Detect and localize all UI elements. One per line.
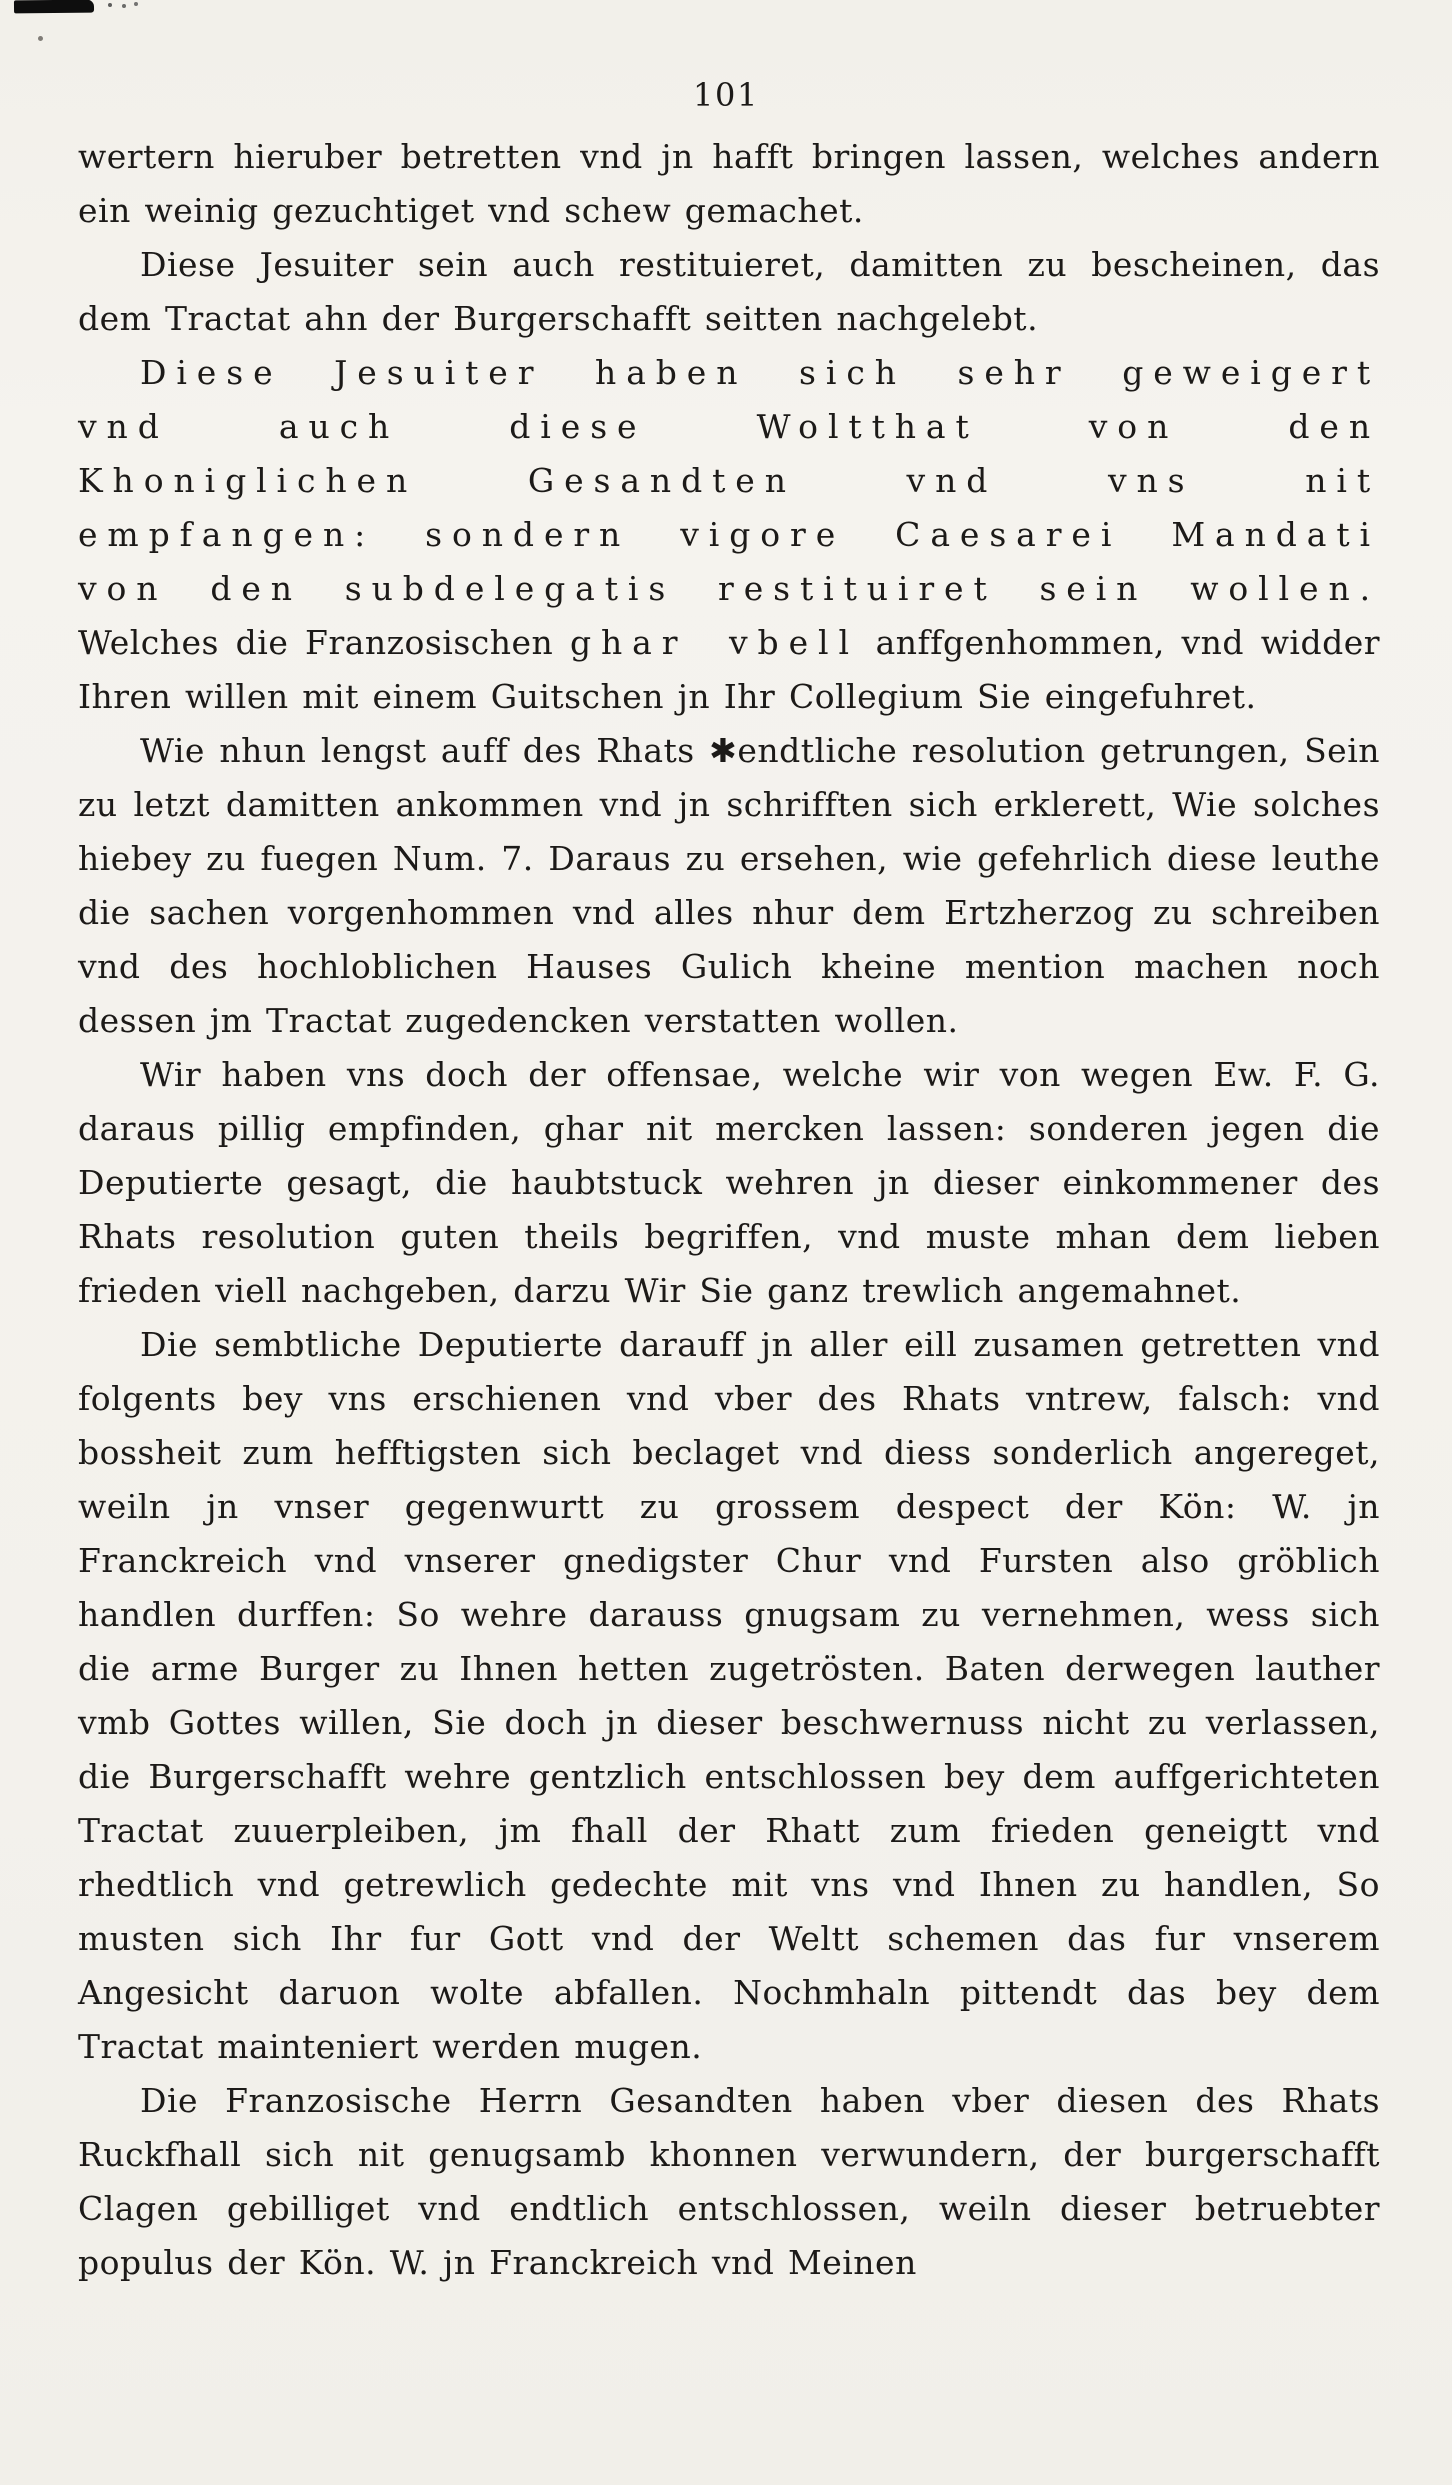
scan-ink-smudge	[14, 0, 94, 13]
paragraph	[78, 1048, 1380, 1318]
paragraph	[78, 724, 1380, 1048]
paragraph	[78, 1318, 1380, 2074]
paragraph	[78, 238, 1380, 346]
paragraph-text: Welches die Franzosischen	[78, 623, 570, 662]
scan-dot-artifact	[38, 36, 43, 41]
paragraph-text: anffgenhommen, vnd widder Ihren willen mit einem Guitschen jn Ihr Collegium Sie eingefuhret.	[78, 623, 1381, 716]
paragraph-text: Wie nhun lengst auff des Rhats ✱endtliche resolution getrungen, Sein zu letzt damitten ankommen vnd jn schrifften sich erklerett, Wie solches hiebey zu fuegen Num. 7. Daraus zu ersehen, wie gefehrlich diese leuthe die sachen vorgenhommen vnd alles nhur dem Ertzherzog zu schreiben vnd des hochloblichen Hauses Gulich kheine mention machen noch dessen jm Tractat zugedencken verstatten wollen.	[78, 731, 1380, 1040]
paragraph	[78, 130, 1380, 238]
paragraph-text: Die sembtliche Deputierte darauff jn aller eill zusamen getretten vnd folgents bey vns erschienen vnd vber des Rhats vntrew, falsch: vnd bossheit zum hefftigsten sich beclaget vnd diess sonderlich angereget, weiln jn vnser gegenwurtt zu grossem despect der Kön: W. jn Franckreich vnd vnserer gnedigster Chur vnd Fursten also gröblich handlen durffen: So wehre darauss gnugsam zu vernehmen, wess sich die arme Burger zu Ihnen hetten zugetrösten. Baten derwegen lauther vmb Gottes willen, Sie doch jn dieser beschwernuss nicht zu verlassen, die Burgerschafft wehre gentzlich entschlossen bey dem auffgerichteten Tractat zuuerpleiben, jm fhall der Rhatt zum frieden geneigtt vnd rhedtlich vnd getrewlich gedechte mit vns vnd Ihnen zu handlen, So musten sich Ihr fur Gott vnd der Weltt schemen das fur vnserem Angesicht daruon wolte abfallen. Nochmhaln pittendt das bey dem Tractat mainteniert werden mugen.	[78, 1325, 1380, 2066]
paragraph-text: Wir haben vns doch der offensae, welche wir von wegen Ew. F. G. daraus pillig empfinden, ghar nit mercken lassen: sonderen jegen die Deputierte gesagt, die haubtstuck wehren jn dieser einkommener des Rhats resolution guten theils begriffen, vnd muste mhan dem lieben frieden viell nachgeben, darzu Wir Sie ganz trewlich angemahnet.	[78, 1055, 1380, 1310]
paragraph-text: Die Franzosische Herrn Gesandten haben vber diesen des Rhats Ruckfhall sich nit genugsamb khonnen verwundern, der burgerschafft Clagen gebilliget vnd endtlich entschlossen, weiln dieser betruebter populus der Kön. W. jn Franckreich vnd Meinen	[78, 2081, 1380, 2282]
paragraph-text: wertern hieruber betretten vnd jn hafft bringen lassen, welches andern ein weinig gezuchtiget vnd schew gemachet.	[78, 137, 1380, 230]
paragraph-text-emphasis: ghar vbell	[569, 623, 859, 662]
page-number: 101	[693, 76, 759, 114]
scan-fleck-marks	[108, 3, 112, 7]
paragraph	[78, 346, 1380, 724]
paragraph	[78, 2074, 1380, 2290]
paragraph-text-emphasis: Diese Jesuiter haben sich sehr geweigert vnd auch diese Woltthat von den Khoniglichen Gesandten vnd vns nit empfangen: sondern vigore Caesarei Mandati von den subdelegatis restituiret sein wollen.	[78, 353, 1380, 608]
text-block	[78, 130, 1380, 2290]
paragraph-text: Diese Jesuiter sein auch restituieret, damitten zu bescheinen, das dem Tractat ahn der Burgerschafft seitten nachgelebt.	[78, 245, 1380, 338]
